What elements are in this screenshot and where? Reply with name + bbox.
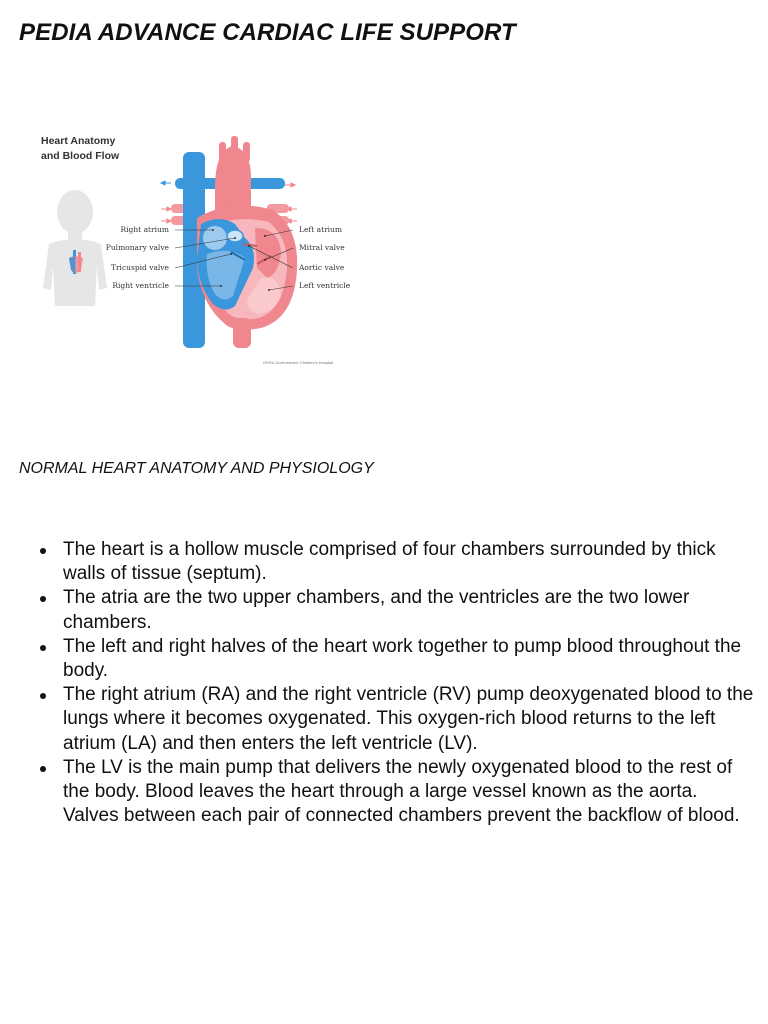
figure-credit: OHSU Doernbecher Children's Hospital [263,360,334,365]
list-item [31,586,757,634]
label-tricuspid-valve: Tricuspid valve [110,263,169,272]
bullet-list [31,538,757,828]
list-item [31,756,757,829]
list-item-text: The heart is a hollow muscle comprised of four chambers surrounded by thick walls of tissue (septum). [63,539,716,585]
bullet-dot-icon [40,766,46,772]
label-left-ventricle: Left ventricle [299,281,351,290]
list-item-text: The right atrium (RA) and the right ventricle (RV) pump deoxygenated blood to the lungs where it becomes oxygenated. This oxygen-rich blood returns to the left atrium (LA) and then enters the left ventricle (LV). [63,684,754,754]
list-item-text: The left and right halves of the heart work together to pump blood throughout the body. [63,635,742,682]
heart-anatomy-figure [35,128,355,373]
label-right-atrium: Right atrium [120,225,169,234]
heart-diagram [106,136,351,348]
label-pulmonary-valve: Pulmonary valve [105,243,169,252]
list-item [31,635,757,683]
label-right-ventricle: Right ventricle [112,281,169,290]
document-title: PEDIA ADVANCE CARDIAC LIFE SUPPORT [19,19,516,46]
child-silhouette-icon [43,190,107,306]
list-item [31,538,757,586]
list-item-text: The LV is the main pump that delivers the newly oxygenated blood to the rest of the body. Blood leaves the heart through a large vessel known as the aorta. Valves between each pair of connected chambers prevent the backflow of blood. [63,756,740,827]
figure-caption-line1: Heart Anatomy [41,135,116,147]
list-item-text: The atria are the two upper chambers, and the ventricles are the two lower chambers. [63,587,690,633]
bullet-dot-icon [40,548,46,554]
bullet-dot-icon [40,596,46,602]
bullet-dot-icon [40,693,46,699]
bullet-dot-icon [40,645,46,651]
figure-caption-line2: and Blood Flow [41,150,120,162]
section-heading: NORMAL HEART ANATOMY AND PHYSIOLOGY [19,460,374,477]
label-aortic-valve: Aortic valve [299,263,345,272]
label-left-atrium: Left atrium [299,225,343,234]
list-item [31,683,757,756]
label-mitral-valve: Mitral valve [299,243,345,252]
